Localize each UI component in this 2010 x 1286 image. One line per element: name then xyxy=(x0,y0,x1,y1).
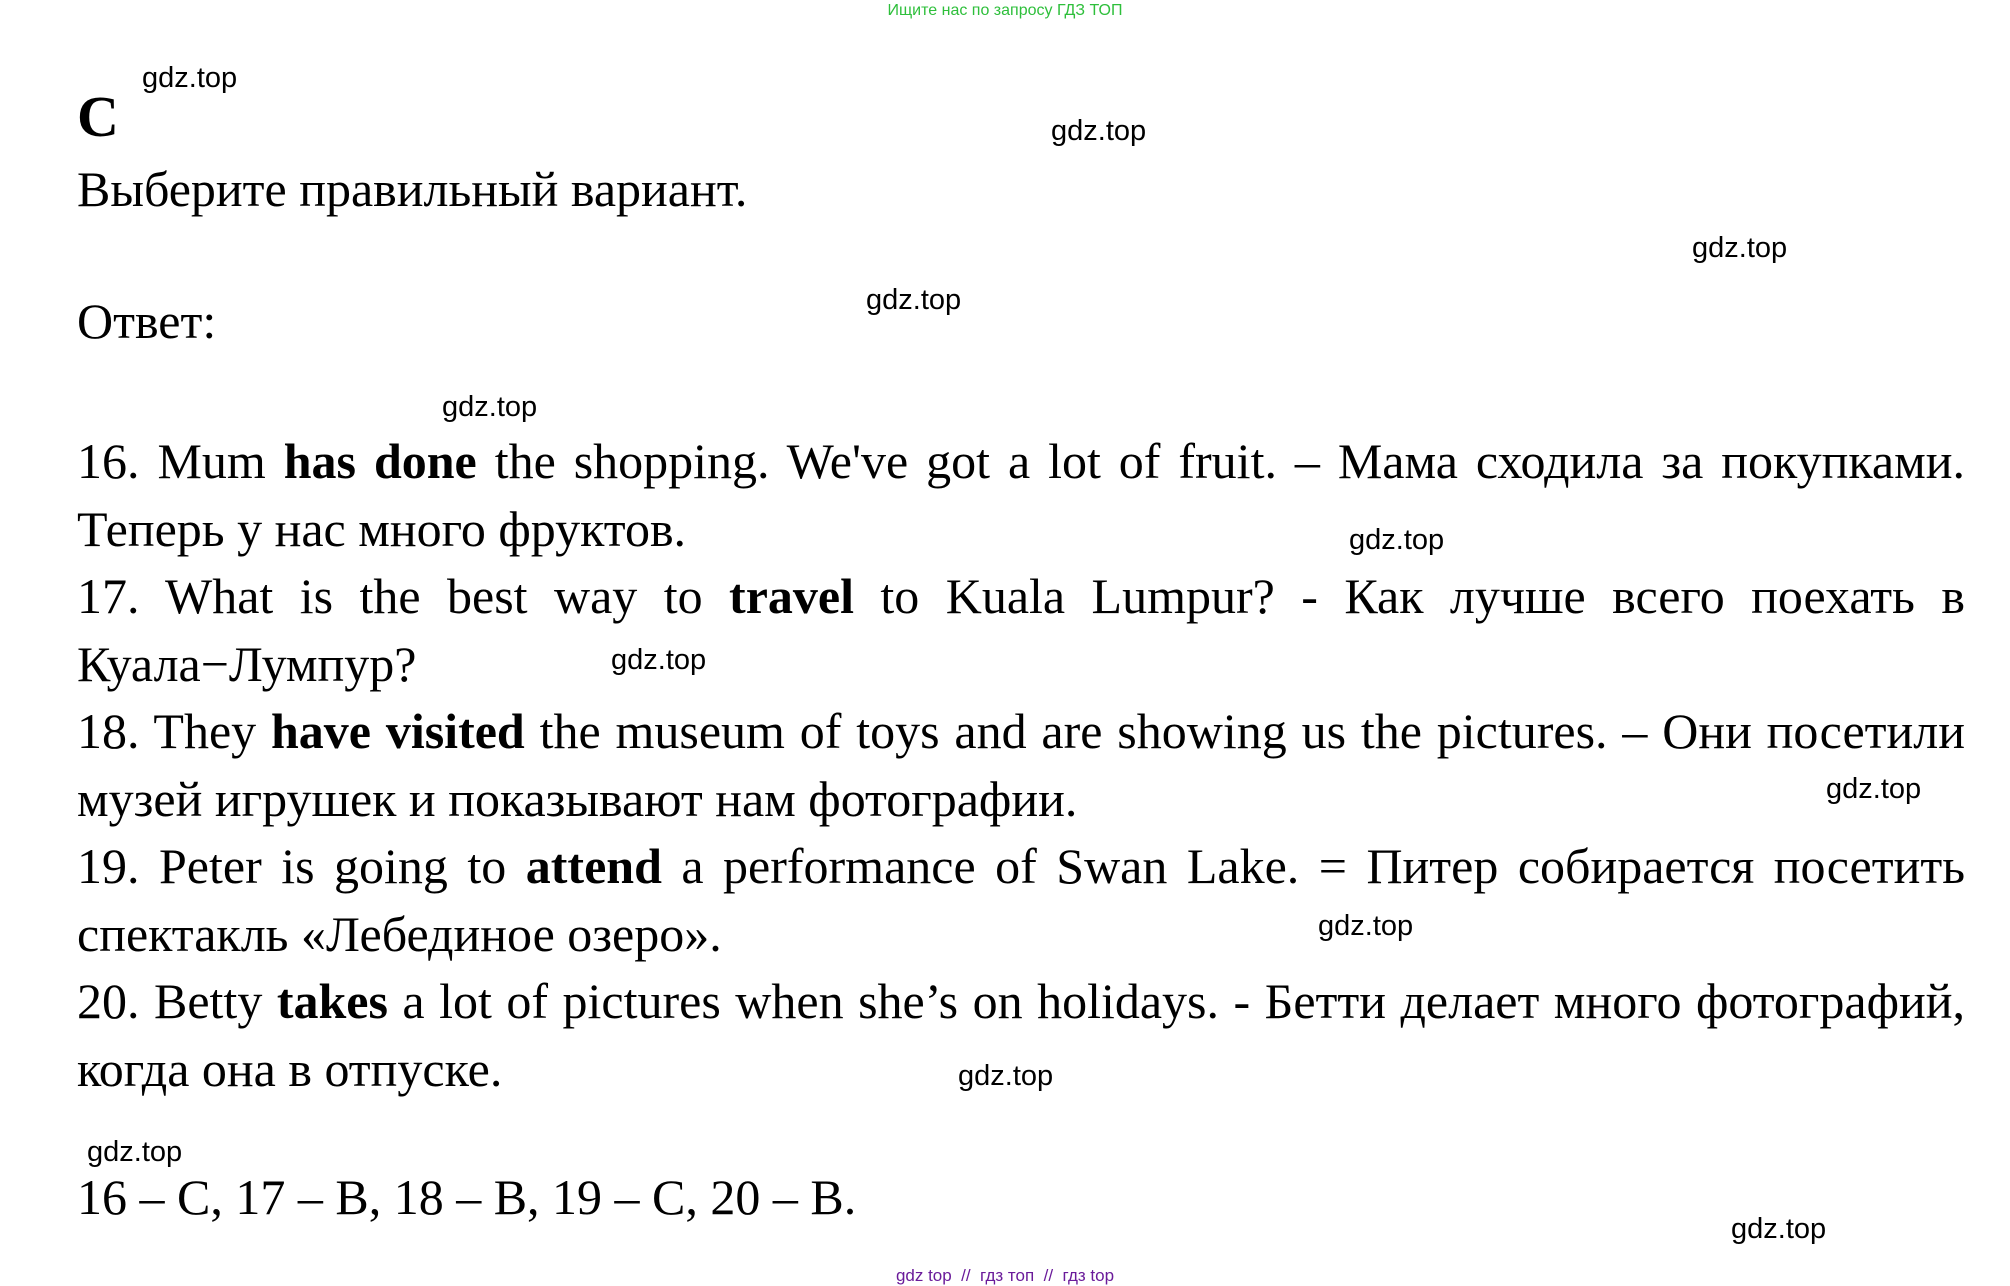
answer-item-18: 18. They have visited the museum of toys and are showing us the pictures. – Они посетили музей игрушек и показывают нам фотографии. xyxy=(77,703,1965,827)
answer-label: Ответ: xyxy=(77,293,217,349)
watermark: gdz.top xyxy=(1318,910,1414,942)
watermark: gdz.top xyxy=(1731,1213,1827,1245)
highlighted-verb: has done xyxy=(283,433,477,489)
highlighted-verb: travel xyxy=(729,568,854,624)
section-letter: C xyxy=(77,84,119,149)
highlighted-verb: attend xyxy=(525,838,662,894)
answer-item-17: 17. What is the best way to travel to Kuala Lumpur? - Как лучше всего поехать в Куала−Лумпур? xyxy=(77,568,1965,692)
answer-item-20: 20. Betty takes a lot of pictures when she’s on holidays. - Бетти делает много фотографий, когда она в отпуске. xyxy=(77,973,1965,1097)
watermark: gdz.top xyxy=(611,644,707,676)
watermark: gdz.top xyxy=(87,1136,183,1168)
watermark: gdz.top xyxy=(442,391,538,423)
instruction: Выберите правильный вариант. xyxy=(77,161,748,217)
footer-links: gdz top // гдз топ // гдз top xyxy=(895,1266,1115,1285)
top-banner: Ищите нас по запросу ГДЗ ТОП xyxy=(887,2,1123,19)
watermark: gdz.top xyxy=(866,284,962,316)
answer-item-19: 19. Peter is going to attend a performance of Swan Lake. = Питер собирается посетить спектакль «Лебединое озеро». xyxy=(77,838,1965,962)
watermark: gdz.top xyxy=(958,1060,1054,1092)
watermark: gdz.top xyxy=(1826,773,1922,805)
highlighted-verb: have visited xyxy=(271,703,525,759)
watermark: gdz.top xyxy=(1692,232,1788,264)
highlighted-verb: takes xyxy=(276,973,388,1029)
watermark: gdz.top xyxy=(142,62,238,94)
watermark: gdz.top xyxy=(1051,115,1147,147)
answer-items xyxy=(77,428,1965,1103)
watermark: gdz.top xyxy=(1349,524,1445,556)
answer-item-16: 16. Mum has done the shopping. We've got a lot of fruit. – Мама сходила за покупками. Теперь у нас много фруктов. xyxy=(77,433,1965,557)
answer-summary: 16 – C, 17 – B, 18 – B, 19 – C, 20 – B. xyxy=(77,1169,857,1225)
